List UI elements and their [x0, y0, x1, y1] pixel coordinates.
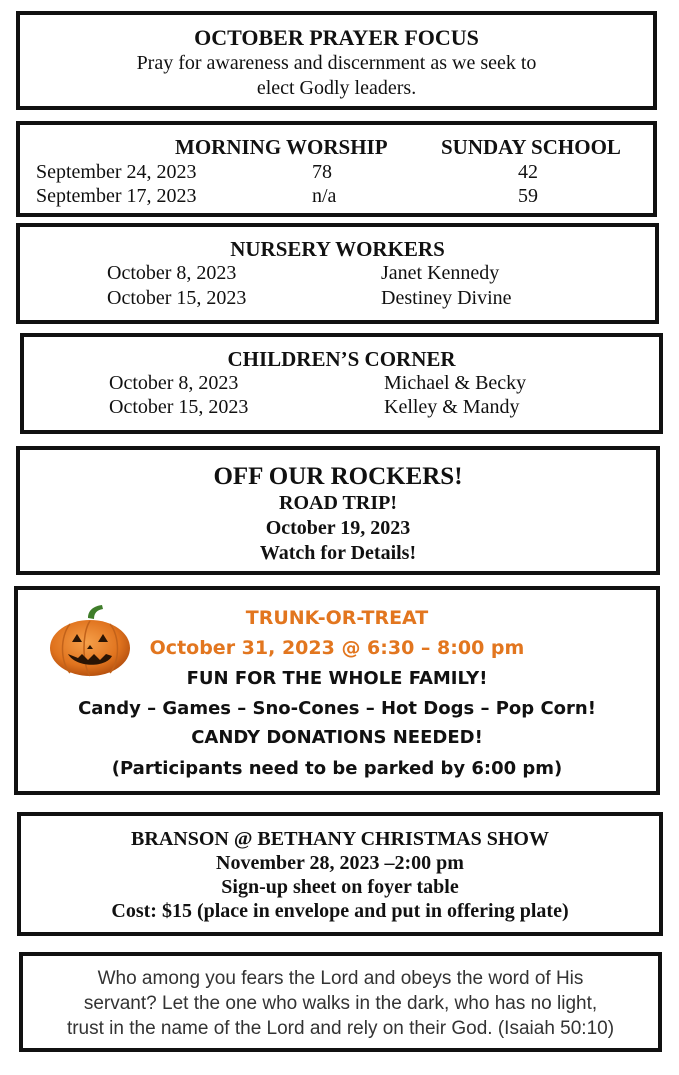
prayer-focus-line-1: Pray for awareness and discernment as we seek to	[136, 52, 537, 74]
branson-date: November 28, 2023 –2:00 pm	[216, 852, 464, 874]
verse-line-1: Who among you fears the Lord and obeys the word of His	[97, 968, 584, 989]
trunk-or-treat-line-3: CANDY DONATIONS NEEDED!	[191, 727, 483, 748]
nursery-date: October 15, 2023	[107, 287, 247, 309]
nursery-worker-name: Destiney Divine	[381, 287, 512, 309]
childrens-corner-title: CHILDREN’S CORNER	[227, 347, 456, 371]
nursery-workers-title: NURSERY WORKERS	[230, 237, 445, 261]
attendance-box	[16, 121, 657, 217]
trunk-or-treat-box	[14, 586, 660, 795]
off-our-rockers-box	[16, 446, 660, 575]
off-our-rockers-title: OFF OUR ROCKERS!	[213, 463, 463, 490]
trunk-or-treat-line-1: FUN FOR THE WHOLE FAMILY!	[186, 668, 488, 689]
attendance-worship-count: n/a	[312, 185, 337, 207]
verse-line-2: servant? Let the one who walks in the dark, who has no light,	[83, 993, 598, 1014]
childrens-corner-date: October 15, 2023	[109, 396, 249, 418]
road-trip-details: Watch for Details!	[259, 542, 417, 564]
nursery-workers-box	[16, 223, 659, 324]
prayer-focus-line-2: elect Godly leaders.	[256, 77, 417, 99]
nursery-date: October 8, 2023	[107, 262, 237, 284]
trunk-or-treat-date: October 31, 2023 @ 6:30 – 8:00 pm	[149, 637, 525, 659]
attendance-school-count: 59	[518, 185, 538, 207]
prayer-focus-box	[16, 11, 657, 110]
branson-christmas-show-box	[17, 812, 663, 936]
childrens-corner-names: Michael & Becky	[384, 372, 527, 394]
prayer-focus-title: OCTOBER PRAYER FOCUS	[194, 25, 479, 50]
trunk-or-treat-title: TRUNK-OR-TREAT	[245, 607, 429, 629]
attendance-school-count: 42	[518, 161, 538, 183]
verse-text	[23, 966, 658, 1041]
childrens-corner-box	[20, 333, 663, 434]
branson-cost: Cost: $15 (place in envelope and put in offering plate)	[111, 900, 569, 922]
branson-signup: Sign-up sheet on foyer table	[221, 876, 459, 898]
nursery-worker-name: Janet Kennedy	[381, 262, 500, 284]
childrens-corner-date: October 8, 2023	[109, 372, 239, 394]
verse-line-3: trust in the name of the Lord and rely on their God. (Isaiah 50:10)	[66, 1018, 615, 1039]
morning-worship-header: MORNING WORSHIP	[175, 135, 388, 159]
attendance-date: September 17, 2023	[36, 185, 197, 207]
attendance-worship-count: 78	[312, 161, 332, 183]
sunday-school-header: SUNDAY SCHOOL	[441, 135, 621, 159]
road-trip-date: October 19, 2023	[265, 517, 411, 539]
trunk-or-treat-line-2: Candy – Games – Sno-Cones – Hot Dogs – Pop Corn!	[78, 698, 596, 719]
attendance-date: September 24, 2023	[36, 161, 197, 183]
branson-title: BRANSON @ BETHANY CHRISTMAS SHOW	[131, 828, 549, 850]
road-trip-line: ROAD TRIP!	[279, 492, 397, 514]
childrens-corner-names: Kelley & Mandy	[384, 396, 520, 418]
scripture-verse-box	[19, 952, 662, 1052]
trunk-or-treat-line-4: (Participants need to be parked by 6:00 pm)	[111, 758, 563, 779]
